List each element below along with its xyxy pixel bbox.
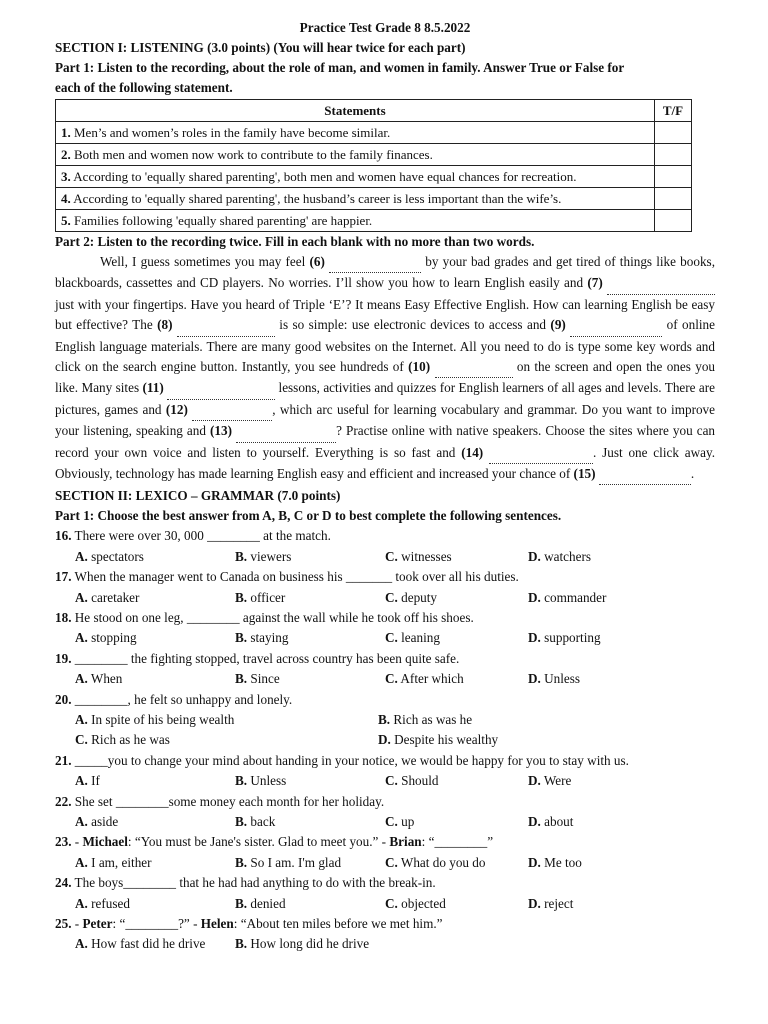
option-text: Were: [543, 773, 572, 789]
option-text: reject: [544, 895, 574, 911]
answer-gap[interactable]: ________: [186, 610, 240, 626]
option-letter: B.: [235, 630, 248, 646]
question-number: 21.: [55, 752, 72, 768]
answer-gap[interactable]: ________: [115, 793, 169, 809]
option-letter: C.: [385, 589, 398, 605]
question-text: When the manager went to Canada on business his: [74, 569, 346, 585]
option-letter: B.: [378, 712, 391, 728]
answer-option[interactable]: [75, 894, 130, 914]
speaker-name: Peter: [82, 916, 113, 932]
options-row: [55, 628, 715, 648]
tf-answer-cell[interactable]: [655, 188, 692, 210]
question-stem: [55, 608, 715, 628]
answer-option[interactable]: [75, 547, 144, 567]
option-text: denied: [250, 895, 286, 911]
question-text: There were over 30, 000: [74, 528, 208, 544]
question-text: He stood on one leg,: [74, 610, 187, 626]
answer-option[interactable]: [528, 669, 580, 689]
answer-gap[interactable]: _______: [345, 569, 393, 585]
answer-option[interactable]: [235, 628, 289, 648]
option-letter: D.: [528, 854, 541, 870]
answer-option[interactable]: [528, 894, 573, 914]
option-letter: C.: [385, 814, 398, 830]
option-letter: D.: [528, 895, 541, 911]
option-letter: C.: [385, 630, 398, 646]
column-header-statements: Statements: [56, 100, 655, 122]
passage-text: is so simple: use electronic devices to access and: [274, 317, 551, 333]
answer-option[interactable]: [235, 669, 280, 689]
question-number: 20.: [55, 691, 72, 707]
answer-gap[interactable]: ________: [125, 916, 179, 932]
fill-in-blank[interactable]: [177, 315, 275, 336]
option-letter: D.: [528, 630, 541, 646]
option-letter: B.: [235, 895, 248, 911]
statement-cell: [56, 166, 655, 188]
answer-option[interactable]: [75, 628, 137, 648]
tf-answer-cell[interactable]: [655, 122, 692, 144]
options-row: [55, 588, 715, 608]
statement-row: [56, 122, 692, 144]
option-text: witnesses: [401, 548, 452, 564]
option-letter: C.: [385, 895, 398, 911]
option-text: Unless: [250, 773, 287, 789]
option-text: objected: [401, 895, 446, 911]
option-text: In spite of his being wealth: [91, 712, 235, 728]
option-text: deputy: [401, 589, 438, 605]
answer-gap[interactable]: ________: [123, 875, 177, 891]
answer-option[interactable]: [385, 588, 437, 608]
speaker-name: Brian: [389, 834, 422, 850]
option-text: up: [401, 814, 415, 830]
options-row: [55, 853, 715, 873]
passage-text: .: [690, 466, 695, 482]
answer-option[interactable]: [385, 771, 439, 791]
question-text: you to change your mind about handing in your notice, we would be happy for you to stay with us.: [107, 752, 629, 768]
option-letter: C.: [75, 732, 88, 748]
question-text: : “: [112, 916, 126, 932]
table-header-row: [56, 100, 692, 122]
option-letter: A.: [75, 936, 88, 952]
statement-number: 1.: [61, 125, 71, 140]
option-letter: A.: [75, 854, 88, 870]
option-text: viewers: [250, 548, 292, 564]
answer-option[interactable]: [528, 853, 582, 873]
option-text: What do you do: [400, 854, 486, 870]
option-letter: A.: [75, 589, 88, 605]
question-text: : “You must be Jane's sister. Glad to meet you.” -: [127, 834, 390, 850]
option-text: After which: [400, 671, 464, 687]
blank-number: (9): [550, 317, 566, 333]
blank-number: (11): [142, 380, 164, 396]
option-text: Should: [401, 773, 439, 789]
statement-text: Men’s and women’s roles in the family have become similar.: [74, 125, 391, 140]
statement-text: Families following 'equally shared parenting' are happier.: [74, 213, 373, 228]
option-letter: A.: [75, 895, 88, 911]
listening-passage: [55, 252, 715, 485]
section2-heading: SECTION II: LEXICO – GRAMMAR (7.0 points): [55, 488, 341, 504]
question-text: : “: [421, 834, 435, 850]
options-row: [55, 934, 715, 954]
answer-option[interactable]: [385, 894, 446, 914]
option-text: Despite his wealthy: [394, 732, 499, 748]
answer-option[interactable]: [75, 812, 118, 832]
question-list: [55, 526, 715, 954]
statement-text: According to 'equally shared parenting', the husband’s career is less important than the wife’s.: [73, 191, 562, 206]
section1-heading: SECTION I: LISTENING (3.0 points) (You will hear twice for each part): [55, 40, 466, 55]
option-letter: A.: [75, 630, 88, 646]
question-text: : “About ten miles before we met him.”: [233, 916, 443, 932]
answer-option[interactable]: [75, 771, 100, 791]
option-text: caretaker: [91, 589, 140, 605]
answer-option[interactable]: [235, 812, 275, 832]
tf-answer-cell[interactable]: [655, 166, 692, 188]
statement-cell: [56, 188, 655, 210]
answer-option[interactable]: [528, 628, 601, 648]
question-number: 19.: [55, 650, 72, 666]
option-text: Since: [250, 671, 280, 687]
option-letter: A.: [75, 712, 88, 728]
statement-text: Both men and women now work to contribute to the family finances.: [74, 147, 433, 162]
option-letter: D.: [528, 548, 541, 564]
fill-in-blank[interactable]: [570, 315, 662, 336]
option-letter: B.: [235, 548, 248, 564]
question-number: 24.: [55, 875, 72, 891]
question-stem: [55, 914, 715, 934]
answer-option[interactable]: [528, 588, 606, 608]
question-stem: [55, 526, 715, 546]
passage-text: by your bad grades and get tired of things like books, blackboards, cassettes and CD players. No worries. I’ll show you how to learn English easily and: [55, 254, 715, 291]
option-letter: C.: [385, 854, 398, 870]
passage-text: lessons, activities and quizzes for English learners of all ages and levels. There are pictures, games and: [55, 380, 716, 417]
option-text: supporting: [544, 630, 601, 646]
answer-option[interactable]: [385, 628, 440, 648]
blank-number: (7): [587, 275, 603, 291]
option-letter: B.: [235, 936, 248, 952]
column-header-tf: T/F: [655, 100, 692, 122]
option-letter: A.: [75, 773, 88, 789]
options-row: [55, 812, 715, 832]
blank-number: (15): [573, 466, 596, 482]
answer-gap[interactable]: ________: [74, 691, 128, 707]
option-text: So I am. I'm glad: [250, 854, 342, 870]
blank-number: (6): [309, 254, 325, 269]
option-text: officer: [250, 589, 286, 605]
answer-gap[interactable]: ________: [434, 834, 488, 850]
option-letter: A.: [75, 548, 88, 564]
option-text: staying: [250, 630, 289, 646]
option-text: aside: [91, 814, 119, 830]
option-text: Me too: [544, 854, 582, 870]
answer-gap[interactable]: _____: [74, 752, 108, 768]
answer-option[interactable]: [75, 934, 205, 954]
option-text: I am, either: [91, 854, 152, 870]
question-text: some money each month for her holiday.: [168, 793, 385, 809]
question-text: the fighting stopped, travel across country has been quite safe.: [127, 650, 460, 666]
fill-in-blank[interactable]: [607, 273, 715, 294]
question-stem: [55, 873, 715, 893]
fill-in-blank[interactable]: [435, 357, 513, 378]
option-letter: C.: [385, 548, 398, 564]
question-text: against the wall while he took off his shoes.: [239, 610, 474, 626]
answer-option[interactable]: [385, 547, 452, 567]
tf-answer-cell[interactable]: [655, 144, 692, 166]
passage-text: . Just one click away. Obviously, technology has made learning English easy and efficient and increased your chance of: [55, 444, 715, 482]
options-row: [55, 730, 715, 750]
question-text: ?” -: [178, 916, 201, 932]
question-number: 22.: [55, 793, 72, 809]
passage-text: of online English language materials. There are many good websites on the Internet. All you need to do is type some key words and click on the search engine button. Instantly, you see hundreds of: [55, 317, 716, 375]
answer-option[interactable]: [235, 547, 291, 567]
tf-answer-cell[interactable]: [655, 210, 692, 232]
question-number: 16.: [55, 528, 72, 544]
answer-option[interactable]: [528, 547, 591, 567]
option-letter: B.: [235, 773, 248, 789]
statement-number: 5.: [61, 213, 71, 228]
options-row: [55, 710, 715, 730]
option-letter: C.: [385, 671, 398, 687]
blank-number: (14): [461, 444, 484, 460]
option-letter: D.: [528, 814, 541, 830]
option-text: If: [91, 773, 100, 789]
blank-number: (10): [408, 359, 431, 375]
option-letter: D.: [528, 589, 541, 605]
statement-number: 4.: [61, 191, 71, 206]
statement-row: [56, 210, 692, 232]
passage-text: Well, I guess sometimes you may feel: [100, 254, 310, 269]
answer-option[interactable]: [528, 812, 573, 832]
option-letter: B.: [235, 814, 248, 830]
option-text: How long did he drive: [250, 936, 370, 952]
blank-number: (12): [165, 401, 188, 417]
answer-option[interactable]: [235, 771, 286, 791]
option-letter: A.: [75, 814, 88, 830]
option-letter: B.: [235, 671, 248, 687]
part2-heading: Part 2: Listen to the recording twice. Fill in each blank with no more than two words.: [55, 234, 535, 249]
option-text: When: [90, 671, 123, 687]
answer-option[interactable]: [75, 710, 234, 730]
question-text: The boys: [74, 875, 124, 891]
options-row: [55, 547, 715, 567]
statement-cell: [56, 210, 655, 232]
statement-text: According to 'equally shared parenting', both men and women have equal chances for recreation.: [73, 169, 577, 184]
options-row: [55, 771, 715, 791]
answer-option[interactable]: [75, 588, 139, 608]
option-text: stopping: [91, 630, 137, 646]
section2-part1-heading: Part 1: Choose the best answer from A, B, C or D to best complete the following sentences.: [55, 508, 562, 524]
option-text: commander: [544, 589, 607, 605]
options-row: [55, 669, 715, 689]
page-title: Practice Test Grade 8 8.5.2022: [299, 20, 471, 35]
answer-option[interactable]: [235, 894, 286, 914]
question-stem: [55, 792, 715, 812]
statement-number: 3.: [61, 169, 71, 184]
fill-in-blank[interactable]: [192, 400, 272, 421]
answer-option[interactable]: [235, 588, 285, 608]
answer-option[interactable]: [75, 853, 152, 873]
speaker-name: Helen: [200, 916, 234, 932]
question-stem: [55, 567, 715, 587]
statement-number: 2.: [61, 147, 71, 162]
question-text: ”: [487, 834, 494, 850]
statement-row: [56, 188, 692, 210]
statement-row: [56, 144, 692, 166]
blank-number: (13): [210, 423, 233, 439]
question-number: 25.: [55, 916, 72, 932]
option-letter: C.: [385, 773, 398, 789]
options-row: [55, 894, 715, 914]
option-text: Rich as was he: [393, 712, 473, 728]
worksheet-page: [55, 18, 715, 955]
part1-instruction-line1: Part 1: Listen to the recording, about the role of man, and women in family. Answer True or False for: [55, 60, 625, 75]
question-number: 18.: [55, 610, 72, 626]
question-text: at the match.: [259, 528, 331, 544]
option-text: spectators: [91, 548, 144, 564]
answer-option[interactable]: [235, 853, 341, 873]
answer-option[interactable]: [378, 710, 472, 730]
statement-cell: [56, 122, 655, 144]
question-text: took over all his duties.: [392, 569, 519, 585]
statements-table: [55, 99, 692, 232]
statements-body: [56, 122, 692, 232]
answer-option[interactable]: [385, 853, 486, 873]
option-letter: D.: [378, 732, 391, 748]
option-text: back: [250, 814, 276, 830]
passage-text: on the screen and open the ones you like. Many sites: [55, 359, 716, 396]
question-text: -: [74, 834, 83, 850]
answer-option[interactable]: [235, 934, 369, 954]
question-stem: [55, 832, 715, 852]
question-number: 23.: [55, 834, 72, 850]
option-letter: A.: [75, 671, 88, 687]
option-text: about: [544, 814, 574, 830]
speaker-name: Michael: [82, 834, 128, 850]
question-number: 17.: [55, 569, 72, 585]
option-text: watchers: [544, 548, 591, 564]
answer-gap[interactable]: ________: [74, 650, 128, 666]
blank-number: (8): [157, 317, 173, 333]
passage-text: , which arc useful for learning vocabulary and grammar. Do you want to improve your listening, speaking and: [55, 401, 716, 439]
statement-cell: [56, 144, 655, 166]
passage-text: just with your fingertips. Have you heard of Triple ‘E’? It means Easy Effective English. How can learning English be easy but effective? The: [55, 296, 715, 333]
question-text: , he felt so unhappy and lonely.: [127, 691, 293, 707]
option-letter: B.: [235, 589, 248, 605]
question-text: that he had had anything to do with the break-in.: [176, 875, 436, 891]
answer-option[interactable]: [385, 669, 464, 689]
question-stem: [55, 690, 715, 710]
option-text: Rich as he was: [91, 732, 170, 748]
option-letter: B.: [235, 854, 248, 870]
statement-row: [56, 166, 692, 188]
option-text: leaning: [401, 630, 440, 646]
fill-in-blank[interactable]: [329, 252, 421, 273]
fill-in-blank[interactable]: [489, 443, 593, 464]
fill-in-blank[interactable]: [167, 378, 275, 399]
question-text: -: [74, 916, 83, 932]
answer-gap[interactable]: ________: [207, 528, 260, 544]
answer-option[interactable]: [378, 730, 498, 750]
answer-option[interactable]: [385, 812, 414, 832]
answer-option[interactable]: [75, 730, 170, 750]
fill-in-blank[interactable]: [236, 421, 336, 442]
answer-option[interactable]: [75, 669, 122, 689]
answer-option[interactable]: [528, 771, 571, 791]
option-letter: D.: [528, 671, 541, 687]
question-stem: [55, 649, 715, 669]
question-text: She set: [74, 793, 116, 809]
fill-in-blank[interactable]: [599, 464, 691, 485]
option-text: Unless: [544, 671, 581, 687]
passage-text: ? Practise online with native speakers. Choose the sites where you can record your own voice and listen to yourself. Everything is so fast and: [55, 423, 716, 460]
option-text: How fast did he drive: [91, 936, 206, 952]
question-stem: [55, 751, 715, 771]
option-text: refused: [91, 895, 130, 911]
option-letter: D.: [528, 773, 541, 789]
part1-instruction-line2: each of the following statement.: [55, 80, 233, 95]
